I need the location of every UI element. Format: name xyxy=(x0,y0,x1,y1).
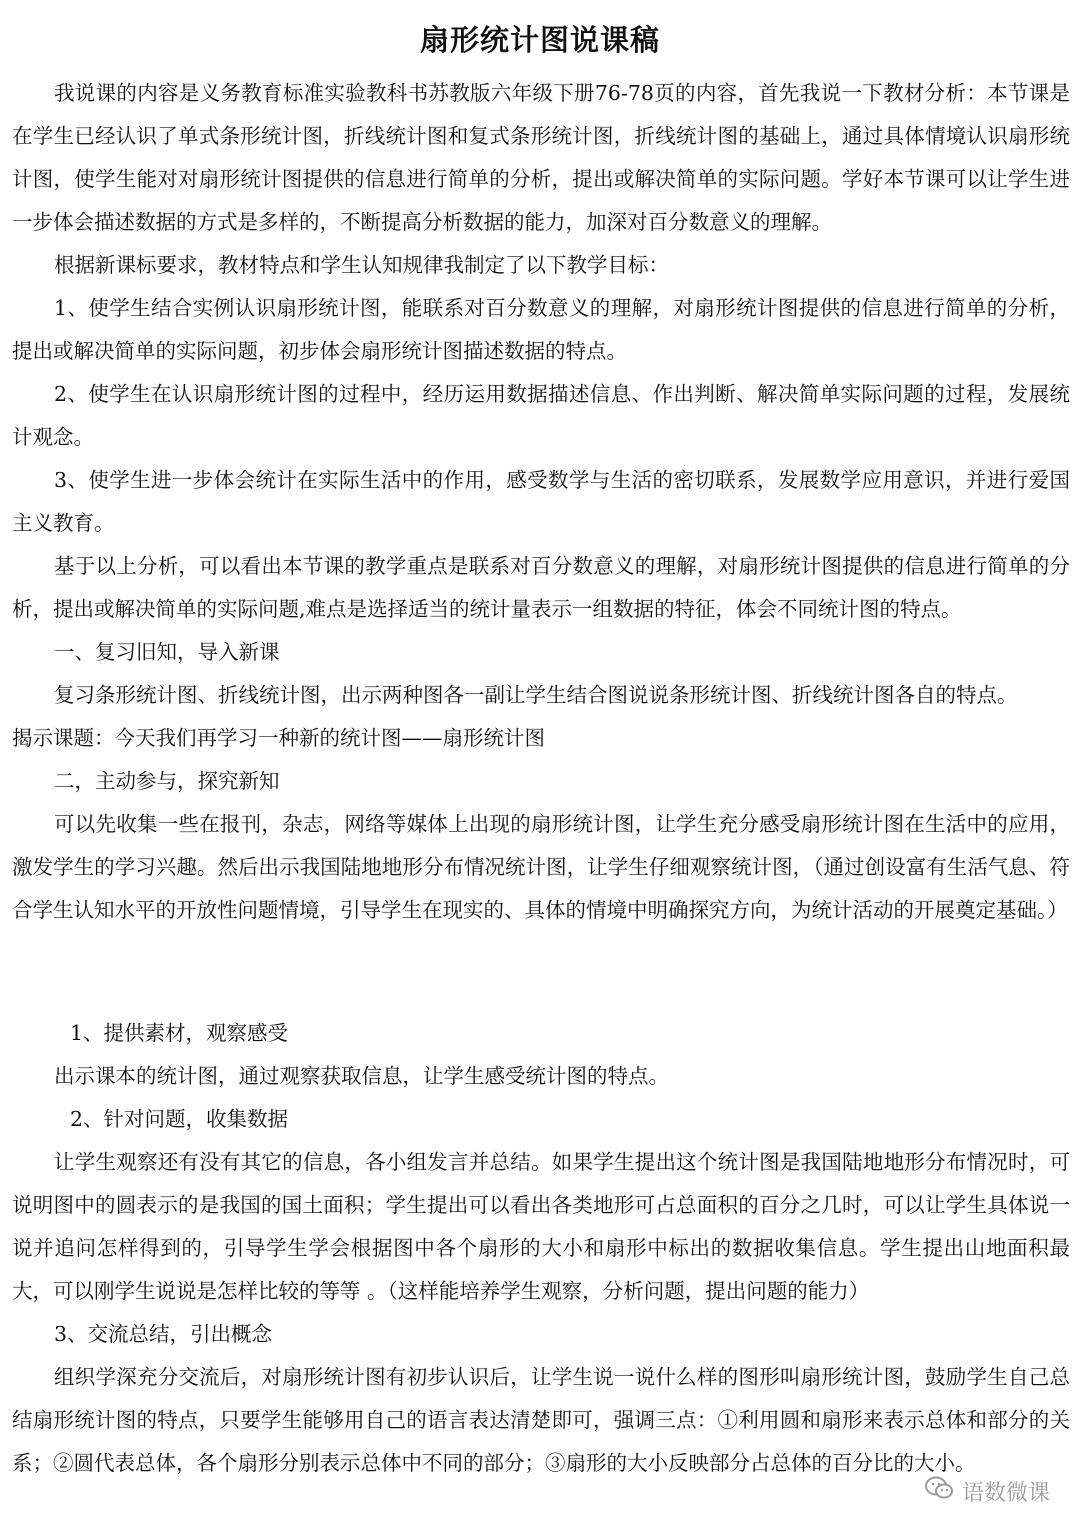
heading-step-2: 2、针对问题，收集数据 xyxy=(70,1107,289,1131)
paragraph-step-2: 让学生观察还有没有其它的信息，各小组发言并总结。如果学生提出这个统计图是我国陆地地形分布情况时，可说明图中的圆表示的是我国的国土面积；学生提出可以看出各类地形可占总面积的百分之几时，可以让学生具体说一说并追问怎样得到的，引导学生学会根据图中各个扇形的大小和扇形中标出的数据收集信息。学生提出山地面积最大，可以刚学生说说是怎样比较的等等 。（这样能培养学生观察，分析问题，提出问题的能力） xyxy=(12,1150,1070,1303)
heading-step-3: 3、交流总结，引出概念 xyxy=(54,1322,273,1346)
paragraph-step-3: 组织学深充分交流后，对扇形统计图有初步认识后，让学生说一说什么样的图形叫扇形统计图，鼓励学生自己总结扇形统计图的特点，只要学生能够用自己的语言表达清楚即可，强调三点：①利用圆和扇形来表示总体和部分的关系；②圆代表总体，各个扇形分别表示总体中不同的部分；③扇形的大小反映部分占总体的百分比的大小。 xyxy=(12,1365,1070,1475)
heading-section-2: 二，主动参与，探究新知 xyxy=(54,769,280,793)
paragraph-review: 复习条形统计图、折线统计图，出示两种图各一副让学生结合图说说条形统计图、折线统计图各自的特点。 xyxy=(54,683,1018,707)
wechat-icon xyxy=(924,1475,962,1507)
watermark xyxy=(924,1475,1050,1507)
paragraph-key-points: 基于以上分析，可以看出本节课的教学重点是联系对百分数意义的理解，对扇形统计图提供的信息进行简单的分析，提出或解决简单的实际问题,难点是选择适当的统计量表示一组数据的特征，体会不同统计图的特点。 xyxy=(12,554,1070,621)
paragraph-goal-1: 1、使学生结合实例认识扇形统计图，能联系对百分数意义的理解，对扇形统计图提供的信息进行简单的分析，提出或解决简单的实际问题，初步体会扇形统计图描述数据的特点。 xyxy=(12,296,1070,363)
paragraph-step-1: 出示课本的统计图，通过观察获取信息，让学生感受统计图的特点。 xyxy=(54,1064,669,1088)
paragraph-goals-intro: 根据新课标要求，教材特点和学生认知规律我制定了以下教学目标： xyxy=(54,253,669,277)
paragraph-goal-2: 2、使学生在认识扇形统计图的过程中，经历运用数据描述信息、作出判断、解决简单实际问题的过程，发展统计观念。 xyxy=(12,382,1070,449)
paragraph-intro: 我说课的内容是义务教育标准实验教科书苏教版六年级下册76-78页的内容，首先我说一下教材分析：本节课是在学生已经认识了单式条形统计图，折线统计图和复式条形统计图，折线统计图的基础上，通过具体情境认识扇形统计图，使学生能对对扇形统计图提供的信息进行简单的分析，提出或解决简单的实际问题。学好本节课可以让学生进一步体会描述数据的方式是多样的，不断提高分析数据的能力，加深对百分数意义的理解。 xyxy=(12,81,1070,234)
heading-section-1: 一、复习旧知，导入新课 xyxy=(54,640,280,664)
heading-step-1: 1、提供素材，观察感受 xyxy=(70,1021,289,1045)
watermark-text: 语数微课 xyxy=(961,1480,1050,1506)
paragraph-topic-reveal: 揭示课题：今天我们再学习一种新的统计图——扇形统计图 xyxy=(12,726,545,750)
paragraph-collect: 可以先收集一些在报刊，杂志，网络等媒体上出现的扇形统计图，让学生充分感受扇形统计图在生活中的应用，激发学生的学习兴趣。然后出示我国陆地地形分布情况统计图，让学生仔细观察统计图，（通过创设富有生活气息、符合学生认知水平的开放性问题情境，引导学生在现实的、具体的情境中明确探究方向，为统计活动的开展奠定基础。） xyxy=(12,812,1070,922)
paragraph-goal-3: 3、使学生进一步体会统计在实际生活中的作用，感受数学与生活的密切联系，发展数学应用意识，并进行爱国主义教育。 xyxy=(12,468,1070,535)
page-title: 扇形统计图说课稿 xyxy=(419,23,660,57)
